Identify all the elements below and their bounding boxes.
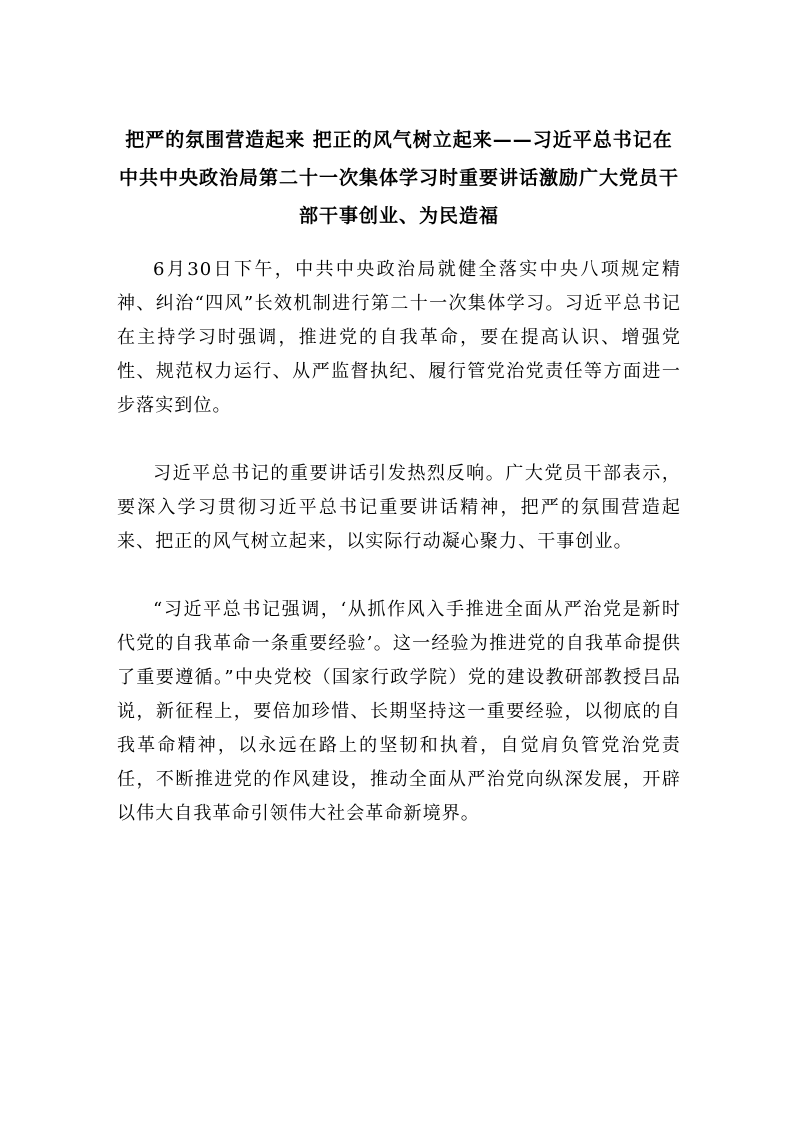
document-title: 把严的氛围营造起来 把正的风气树立起来——习近平总书记在中共中央政治局第二十一次集体学习时重要讲话激励广大党员干部干事创业、为民造福 <box>118 129 679 227</box>
paragraph-3: “习近平总书记强调，‘从抓作风入手推进全面从严治党是新时代党的自我革命一条重要经验’。这一经验为推进党的自我革命提供了重要遵循。”中央党校（国家行政学院）党的建设教研部教授吕品说，新征程上，要倍加珍惜、长期坚持这一重要经验，以彻底的自我革命精神，以永远在路上的坚韧和执着，自觉肩负管党治党责任，不断推进党的作风建设，推动全面从严治党向纵深发展，开辟以伟大自我革命引领伟大社会革命新境界。 <box>117 599 681 824</box>
paragraph-1: 6月30日下午，中共中央政治局就健全落实中央八项规定精神、纠治“四风”长效机制进行第二十一次集体学习。习近平总书记在主持学习时强调，推进党的自我革命，要在提高认识、增强党性、规范权力运行、从严监督执纪、履行管党治党责任等方面进一步落实到位。 <box>117 259 681 416</box>
paragraph-2: 习近平总书记的重要讲话引发热烈反响。广大党员干部表示，要深入学习贯彻习近平总书记重要讲话精神，把严的氛围营造起来、把正的风气树立起来，以实际行动凝心聚力、干事创业。 <box>117 463 681 552</box>
